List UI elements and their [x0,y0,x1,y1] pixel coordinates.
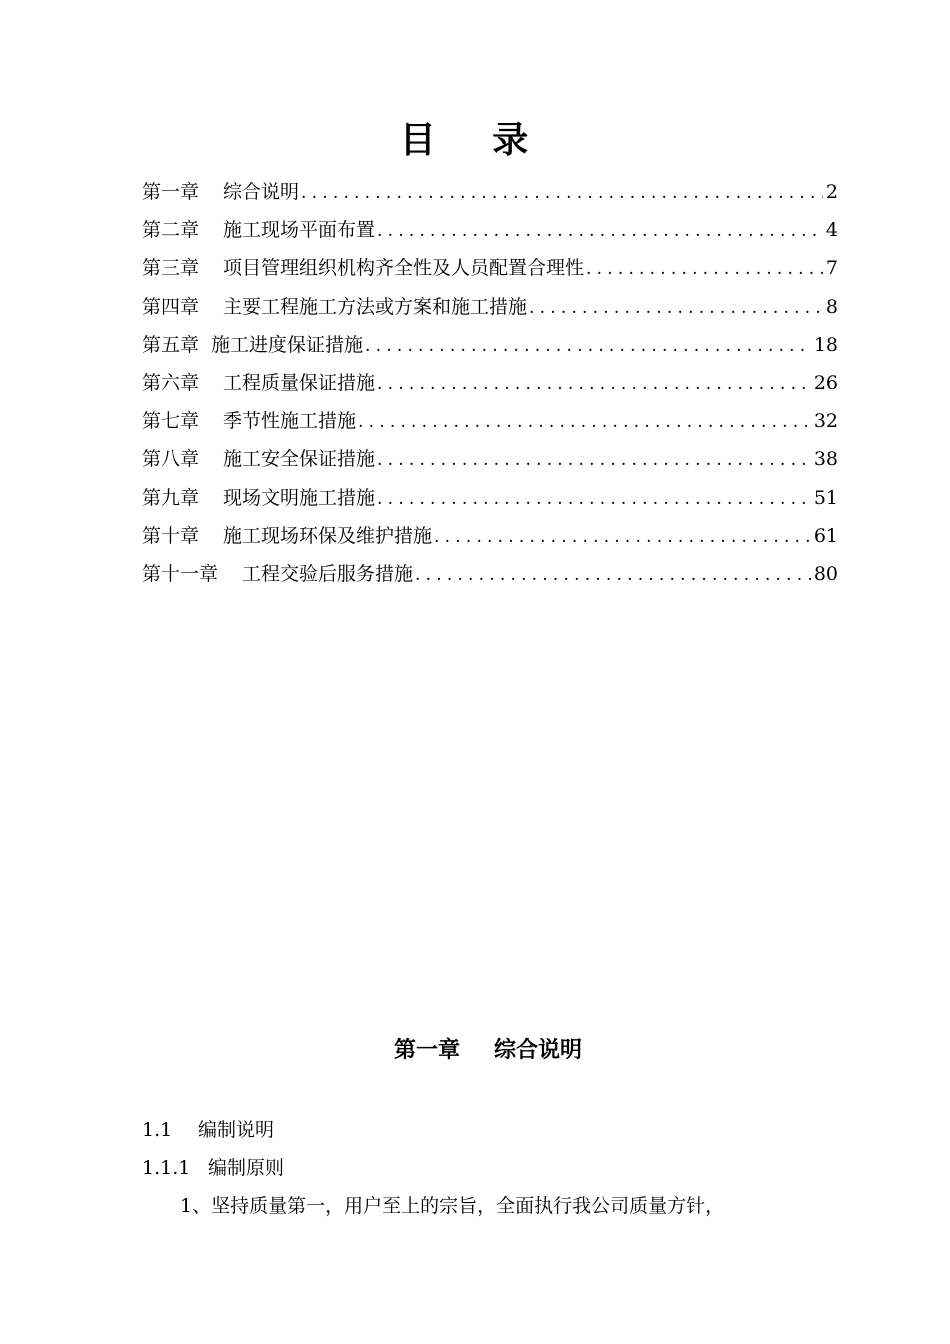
section-title: 编制说明 [198,1119,275,1141]
toc-dot-leader [415,556,811,594]
toc-page-number: 80 [813,562,838,585]
toc-chapter-label: 第六章 [142,371,200,394]
toc-dot-leader [301,174,823,212]
subsection-title: 编制原则 [208,1157,285,1179]
section-heading [142,1115,274,1145]
toc-chapter-label: 第一章 [142,181,200,203]
toc-entry[interactable] [142,402,838,440]
toc-entry-title: 项目管理组织机构齐全性及人员配置合理性 [223,257,585,280]
toc-entry-title: 施工现场平面布置 [223,219,376,242]
toc-entry-title: 施工安全保证措施 [223,448,376,471]
toc-entry[interactable] [142,479,838,517]
subsection-number: 1.1.1 [142,1157,191,1179]
toc-chapter-label: 第十一章 [142,562,219,585]
toc-entry-title: 施工现场环保及维护措施 [223,524,433,547]
toc-chapter-label: 第五章 [142,333,200,356]
table-of-contents [142,173,838,593]
toc-entry-title: 工程质量保证措施 [223,371,376,394]
toc-chapter-label: 第八章 [142,448,200,471]
toc-entry[interactable] [142,364,838,402]
toc-chapter-label: 第二章 [142,219,200,242]
toc-dot-leader [377,480,811,518]
toc-page-number: 8 [825,295,838,318]
toc-entry[interactable] [142,555,838,593]
toc-chapter-label: 第九章 [142,486,200,509]
toc-page-number: 61 [813,524,838,547]
toc-entry[interactable] [142,173,838,211]
toc-chapter-label: 第四章 [142,295,200,318]
toc-page-number: 38 [813,448,838,471]
toc-chapter-label: 第十章 [142,524,200,547]
toc-dot-leader [434,518,811,556]
toc-chapter-label: 第三章 [142,257,200,280]
toc-page-number: 2 [825,181,838,203]
toc-page-number: 26 [813,371,838,394]
toc-dot-leader [377,441,811,479]
toc-entry[interactable] [142,326,838,364]
chapter-heading [0,1034,950,1066]
toc-entry[interactable] [142,249,838,287]
toc-page-number: 7 [825,257,838,280]
chapter-title: 综合说明 [494,1037,583,1063]
toc-entry[interactable] [142,211,838,249]
toc-entry[interactable] [142,288,838,326]
toc-page-number: 51 [813,486,838,509]
toc-dot-leader [377,212,823,250]
toc-entry-title: 主要工程施工方法或方案和施工措施 [223,295,528,318]
subsection-heading [142,1153,284,1183]
toc-entry-title: 施工进度保证措施 [211,333,364,356]
toc-dot-leader [377,365,811,403]
toc-title: 目 录 [399,119,551,161]
chapter-label: 第一章 [393,1037,460,1063]
toc-page-number: 4 [825,219,838,242]
toc-entry-title: 季节性施工措施 [223,410,357,433]
toc-entry-title: 现场文明施工措施 [223,486,376,509]
toc-entry-title: 工程交验后服务措施 [242,562,414,585]
toc-dot-leader [365,327,811,365]
toc-dot-leader [529,289,823,327]
toc-entry-title: 综合说明 [223,181,300,203]
toc-page-number: 18 [813,333,838,356]
toc-dot-leader [586,250,823,288]
body-paragraph: 1、坚持质量第一，用户至上的宗旨，全面执行我公司质量方针， [180,1195,725,1217]
section-number: 1.1 [142,1119,173,1141]
toc-entry[interactable] [142,517,838,555]
toc-entry[interactable] [142,440,838,478]
toc-dot-leader [358,403,811,441]
toc-page-number: 32 [813,410,838,433]
toc-chapter-label: 第七章 [142,410,200,433]
